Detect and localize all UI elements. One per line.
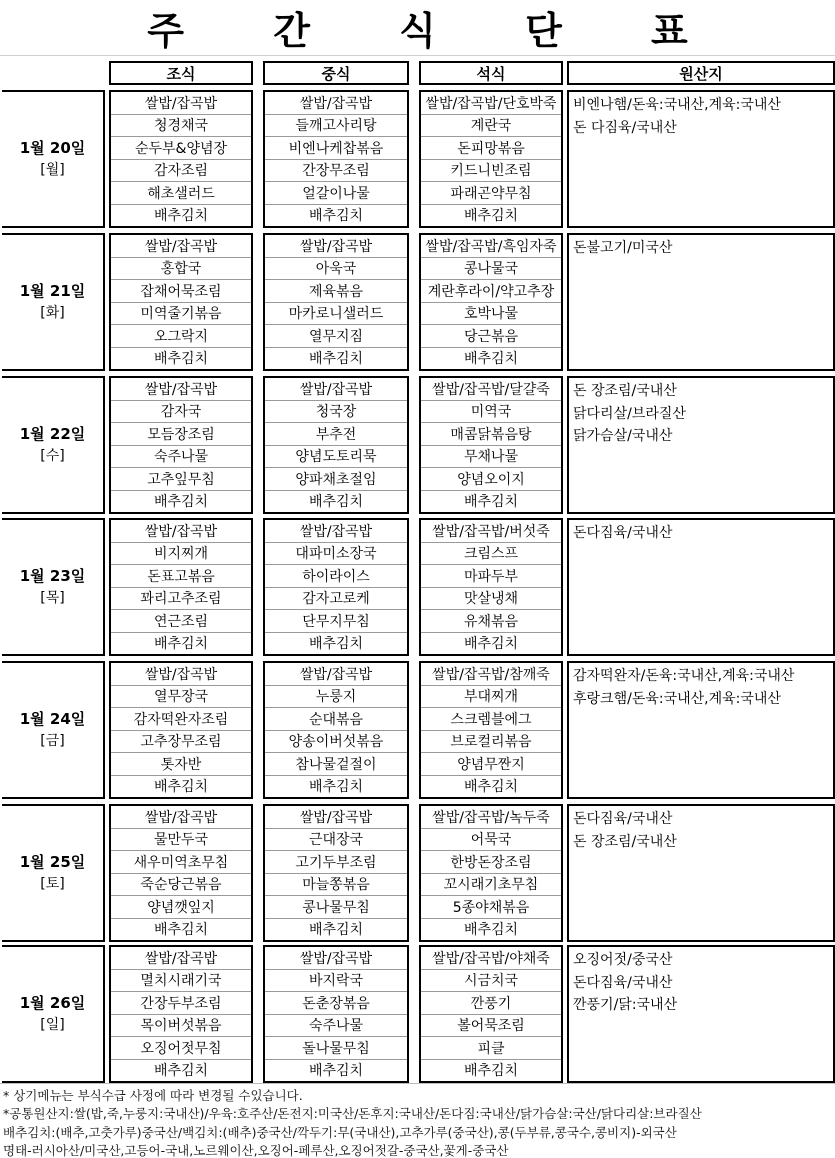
lunch-menu-item: 바지락국 <box>265 970 407 993</box>
breakfast-column <box>109 945 253 1083</box>
origin-line: 오징어젓/중국산 <box>573 952 673 968</box>
lunch-menu-item: 배추김치 <box>308 779 364 796</box>
dinner-menu-item: 쌀밥/잡곡밥/녹두죽 <box>421 806 561 829</box>
breakfast-menu-item: 연근조림 <box>111 610 251 633</box>
dinner-menu-item: 피클 <box>421 1037 561 1060</box>
lunch-column <box>263 376 409 514</box>
origin-column <box>567 518 835 656</box>
origin-line: 닭다리살/브라질산 <box>573 405 686 422</box>
breakfast-menu-item: 배추김치 <box>153 779 209 796</box>
origin-column <box>567 90 835 228</box>
breakfast-menu-item: 꽈리고추조림 <box>111 588 251 611</box>
dinner-menu-item: 브로컬리볶음 <box>421 731 561 754</box>
dinner-menu-item: 크림스프 <box>421 543 561 566</box>
day-date: 1월 20일 <box>19 139 86 157</box>
breakfast-menu-item: 쌀밥/잡곡밥 <box>111 520 251 543</box>
breakfast-menu-item: 멸치시래기국 <box>111 970 251 993</box>
breakfast-menu-item: 오징어젓무침 <box>111 1037 251 1060</box>
header-dinner: 석식 <box>419 61 563 85</box>
lunch-menu-item: 아욱국 <box>265 258 407 281</box>
day-block <box>0 518 835 656</box>
lunch-menu-item: 배추김치 <box>308 208 364 225</box>
dinner-column <box>419 376 563 514</box>
lunch-menu-item: 누룽지 <box>265 686 407 709</box>
lunch-menu-item: 순대볶음 <box>265 708 407 731</box>
lunch-menu-item: 배추김치 <box>308 494 364 511</box>
breakfast-menu-item: 감자떡완자조림 <box>111 708 251 731</box>
breakfast-column <box>109 233 253 371</box>
lunch-menu-item: 마늘쫑볶음 <box>265 874 407 897</box>
lunch-menu-item: 양파채초절임 <box>265 468 407 491</box>
dinner-menu-item: 콩나물국 <box>421 258 561 281</box>
dinner-menu-item: 꼬시래기초무침 <box>421 874 561 897</box>
lunch-column <box>263 518 409 656</box>
dinner-column <box>419 804 563 942</box>
breakfast-menu-item: 양념깻잎지 <box>111 896 251 919</box>
origin-line: 닭가슴살/국내산 <box>573 428 673 445</box>
dinner-menu-item: 맛살냉채 <box>421 588 561 611</box>
lunch-menu-item: 들깨고사리탕 <box>265 115 407 138</box>
breakfast-menu-item: 감자국 <box>111 401 251 424</box>
day-date: 1월 21일 <box>19 282 86 300</box>
day-of-week: [토] <box>40 876 65 892</box>
breakfast-menu-item: 숙주나물 <box>111 446 251 469</box>
lunch-column <box>263 661 409 799</box>
day-block <box>0 945 835 1083</box>
breakfast-menu-item: 비지찌개 <box>111 543 251 566</box>
dinner-menu-item: 당근볶음 <box>421 325 561 348</box>
origin-line: 비엔나햄/돈육:국내산,계육:국내산 <box>573 97 781 113</box>
dinner-menu-item: 배추김치 <box>463 779 519 796</box>
dinner-menu-item: 한방돈장조림 <box>421 851 561 874</box>
origin-line: 돈다짐육/국내산 <box>573 811 673 827</box>
dinner-menu-item: 쌀밥/잡곡밥/달걀죽 <box>421 378 561 401</box>
dinner-menu-item: 쌀밥/잡곡밥/단호박죽 <box>421 92 561 115</box>
breakfast-menu-item: 배추김치 <box>153 208 209 225</box>
dinner-menu-item: 무채나물 <box>421 446 561 469</box>
lunch-menu-item: 배추김치 <box>308 351 364 368</box>
day-of-week: [목] <box>40 590 65 606</box>
dinner-menu-item: 매콤닭볶음탕 <box>421 423 561 446</box>
breakfast-menu-item: 순두부&양념장 <box>111 137 251 160</box>
dinner-menu-item: 배추김치 <box>463 922 519 939</box>
day-date: 1월 24일 <box>19 710 86 728</box>
dinner-menu-item: 볼어묵조림 <box>421 1015 561 1038</box>
dinner-menu-item: 배추김치 <box>463 351 519 368</box>
page-title: 주 간 식 단 표 <box>147 9 726 53</box>
dinner-menu-item: 양념오이지 <box>421 468 561 491</box>
day-date: 1월 26일 <box>19 994 86 1012</box>
origin-column <box>567 661 835 799</box>
lunch-menu-item: 감자고로케 <box>265 588 407 611</box>
dinner-menu-item: 양념무짠지 <box>421 753 561 776</box>
breakfast-column <box>109 804 253 942</box>
day-date: 1월 22일 <box>19 425 86 443</box>
dinner-menu-item: 배추김치 <box>463 1063 519 1080</box>
origin-column <box>567 945 835 1083</box>
day-block <box>0 90 835 228</box>
breakfast-column <box>109 518 253 656</box>
lunch-column <box>263 804 409 942</box>
dinner-column <box>419 233 563 371</box>
dinner-menu-item: 배추김치 <box>463 494 519 511</box>
breakfast-menu-item: 감자조림 <box>111 160 251 183</box>
lunch-menu-item: 양송이버섯볶음 <box>265 731 407 754</box>
day-block <box>0 376 835 514</box>
day-label <box>2 661 105 799</box>
day-of-week: [수] <box>40 448 65 464</box>
lunch-menu-item: 쌀밥/잡곡밥 <box>265 92 407 115</box>
header-breakfast: 조식 <box>109 61 253 85</box>
origin-line: 돈다짐육/국내산 <box>573 525 673 541</box>
lunch-menu-item: 참나물겉절이 <box>265 753 407 776</box>
breakfast-column <box>109 661 253 799</box>
breakfast-menu-item: 톳자반 <box>111 753 251 776</box>
day-block <box>0 233 835 371</box>
lunch-menu-item: 제육볶음 <box>265 280 407 303</box>
breakfast-menu-item: 배추김치 <box>153 636 209 653</box>
dinner-menu-item: 5종야채볶음 <box>421 896 561 919</box>
dinner-menu-item: 계란후라이/약고추장 <box>421 280 561 303</box>
day-of-week: [화] <box>40 305 65 321</box>
dinner-menu-item: 쌀밥/잡곡밥/야채죽 <box>421 947 561 970</box>
lunch-menu-item: 쌀밥/잡곡밥 <box>265 235 407 258</box>
dinner-menu-item: 깐풍기 <box>421 992 561 1015</box>
breakfast-menu-item: 목이버섯볶음 <box>111 1015 251 1038</box>
breakfast-menu-item: 돈표고볶음 <box>111 565 251 588</box>
day-of-week: [일] <box>40 1017 65 1033</box>
day-block <box>0 804 835 942</box>
lunch-menu-item: 콩나물무침 <box>265 896 407 919</box>
dinner-menu-item: 쌀밥/잡곡밥/흑임자죽 <box>421 235 561 258</box>
lunch-menu-item: 돈춘장볶음 <box>265 992 407 1015</box>
lunch-menu-item: 얼갈이나물 <box>265 182 407 205</box>
lunch-menu-item: 돌나물무침 <box>265 1037 407 1060</box>
breakfast-menu-item: 미역줄기볶음 <box>111 303 251 326</box>
dinner-menu-item: 파래곤약무침 <box>421 182 561 205</box>
dinner-menu-item: 부대찌개 <box>421 686 561 709</box>
breakfast-menu-item: 열무장국 <box>111 686 251 709</box>
column-header-row <box>0 61 835 85</box>
breakfast-menu-item: 배추김치 <box>153 922 209 939</box>
breakfast-menu-item: 모듬장조림 <box>111 423 251 446</box>
dinner-column <box>419 90 563 228</box>
breakfast-menu-item: 배추김치 <box>153 494 209 511</box>
dinner-column <box>419 518 563 656</box>
day-label <box>2 804 105 942</box>
note-line: 명태-러시아산/미국산,고등어-국내,노르웨이산,오징어-페루산,오징어젓갈-중국산,꽃게-중국산 <box>3 1143 509 1158</box>
day-label <box>2 945 105 1083</box>
header-origin: 원산지 <box>567 61 835 85</box>
header-lunch: 중식 <box>263 61 409 85</box>
dinner-menu-item: 쌀밥/잡곡밥/버섯죽 <box>421 520 561 543</box>
breakfast-menu-item: 간장두부조림 <box>111 992 251 1015</box>
breakfast-menu-item: 쌀밥/잡곡밥 <box>111 235 251 258</box>
lunch-menu-item: 배추김치 <box>308 922 364 939</box>
day-date: 1월 23일 <box>19 567 86 585</box>
lunch-menu-item: 부추전 <box>265 423 407 446</box>
breakfast-menu-item: 청경채국 <box>111 115 251 138</box>
day-label <box>2 233 105 371</box>
lunch-menu-item: 고기두부조림 <box>265 851 407 874</box>
origin-column <box>567 233 835 371</box>
dinner-menu-item: 배추김치 <box>463 636 519 653</box>
dinner-menu-item: 유채볶음 <box>421 610 561 633</box>
note-line: * 상기메뉴는 부식수급 사정에 따라 변경될 수있습니다. <box>3 1088 303 1103</box>
day-label <box>2 90 105 228</box>
breakfast-menu-item: 배추김치 <box>153 351 209 368</box>
breakfast-menu-item: 쌀밥/잡곡밥 <box>111 947 251 970</box>
lunch-menu-item: 청국장 <box>265 401 407 424</box>
day-label <box>2 518 105 656</box>
breakfast-menu-item: 고추잎무침 <box>111 468 251 491</box>
dinner-menu-item: 어묵국 <box>421 829 561 852</box>
lunch-menu-item: 배추김치 <box>308 636 364 653</box>
breakfast-menu-item: 쌀밥/잡곡밥 <box>111 806 251 829</box>
lunch-menu-item: 배추김치 <box>308 1063 364 1080</box>
dinner-menu-item: 시금치국 <box>421 970 561 993</box>
origin-line: 후랑크햄/돈육:국내산,계육:국내산 <box>573 690 781 707</box>
lunch-menu-item: 쌀밥/잡곡밥 <box>265 947 407 970</box>
lunch-menu-item: 쌀밥/잡곡밥 <box>265 806 407 829</box>
origin-column <box>567 376 835 514</box>
lunch-menu-item: 단무지무침 <box>265 610 407 633</box>
lunch-menu-item: 쌀밥/잡곡밥 <box>265 378 407 401</box>
note-line: 배추김치:(배추,고춧가루)중국산/백김치:(배추)중국산/깍두기:무(국내산),고추가루(중국산),콩(두부류,콩국수,콩비지)-외국산 <box>3 1125 677 1140</box>
origin-line: 깐풍기/닭:국내산 <box>573 997 678 1014</box>
breakfast-column <box>109 376 253 514</box>
dinner-menu-item: 쌀밥/잡곡밥/참깨죽 <box>421 663 561 686</box>
lunch-menu-item: 마카로니샐러드 <box>265 303 407 326</box>
lunch-menu-item: 양념도토리묵 <box>265 446 407 469</box>
breakfast-menu-item: 잡채어묵조림 <box>111 280 251 303</box>
dinner-menu-item: 스크렘블에그 <box>421 708 561 731</box>
breakfast-menu-item: 죽순당근볶음 <box>111 874 251 897</box>
dinner-column <box>419 945 563 1083</box>
breakfast-column <box>109 90 253 228</box>
dinner-menu-item: 미역국 <box>421 401 561 424</box>
lunch-menu-item: 하이라이스 <box>265 565 407 588</box>
breakfast-menu-item: 배추김치 <box>153 1063 209 1080</box>
origin-line: 돈 장조림/국내산 <box>573 833 677 850</box>
dinner-menu-item: 계란국 <box>421 115 561 138</box>
lunch-menu-item: 숙주나물 <box>265 1015 407 1038</box>
day-block <box>0 661 835 799</box>
day-of-week: [월] <box>40 162 65 178</box>
breakfast-menu-item: 쌀밥/잡곡밥 <box>111 92 251 115</box>
breakfast-menu-item: 쌀밥/잡곡밥 <box>111 663 251 686</box>
lunch-menu-item: 쌀밥/잡곡밥 <box>265 663 407 686</box>
breakfast-menu-item: 물만두국 <box>111 829 251 852</box>
breakfast-menu-item: 새우미역초무침 <box>111 851 251 874</box>
dinner-menu-item: 배추김치 <box>463 208 519 225</box>
lunch-column <box>263 945 409 1083</box>
notes-section <box>0 1083 835 1158</box>
breakfast-menu-item: 쌀밥/잡곡밥 <box>111 378 251 401</box>
lunch-menu-item: 대파미소장국 <box>265 543 407 566</box>
breakfast-menu-item: 고추장무조림 <box>111 731 251 754</box>
origin-line: 감자떡완자/돈육:국내산,계육:국내산 <box>573 668 795 684</box>
breakfast-menu-item: 해초샐러드 <box>111 182 251 205</box>
origin-column <box>567 804 835 942</box>
origin-line: 돈 장조림/국내산 <box>573 383 677 399</box>
dinner-column <box>419 661 563 799</box>
lunch-menu-item: 근대장국 <box>265 829 407 852</box>
lunch-menu-item: 열무지짐 <box>265 325 407 348</box>
lunch-menu-item: 비엔나케찹볶음 <box>265 137 407 160</box>
dinner-menu-item: 키드니빈조림 <box>421 160 561 183</box>
origin-line: 돈불고기/미국산 <box>573 240 673 256</box>
origin-line: 돈 다짐육/국내산 <box>573 119 677 136</box>
breakfast-menu-item: 오그락지 <box>111 325 251 348</box>
day-of-week: [금] <box>40 733 65 749</box>
day-label <box>2 376 105 514</box>
dinner-menu-item: 호박나물 <box>421 303 561 326</box>
lunch-menu-item: 간장무조림 <box>265 160 407 183</box>
title-bar <box>0 0 835 56</box>
lunch-column <box>263 90 409 228</box>
origin-line: 돈다짐육/국내산 <box>573 974 673 991</box>
lunch-menu-item: 쌀밥/잡곡밥 <box>265 520 407 543</box>
day-date: 1월 25일 <box>19 853 86 871</box>
note-line: *공통원산지:쌀(밥,죽,누룽지:국내산)/우육:호주산/돈전지:미국산/돈후지:국내산/돈다짐:국내산/닭가슴살:국산/닭다리살:브라질산 <box>3 1106 702 1121</box>
breakfast-menu-item: 홍합국 <box>111 258 251 281</box>
lunch-column <box>263 233 409 371</box>
dinner-menu-item: 돈피망볶음 <box>421 137 561 160</box>
dinner-menu-item: 마파두부 <box>421 565 561 588</box>
